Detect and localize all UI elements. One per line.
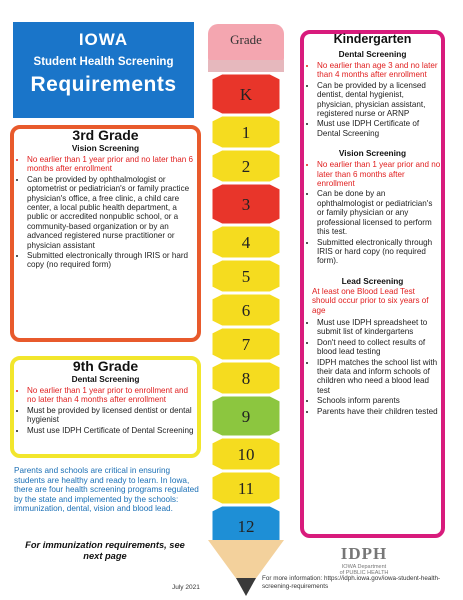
grade-pencil (196, 20, 296, 600)
immunization-note: For immunization requirements, see next page (25, 540, 185, 561)
third-grade-vision-heading: Vision Screening (71, 143, 140, 153)
kindergarten-dental-heading: Dental Screening (338, 49, 407, 59)
ninth-grade-list (14, 386, 197, 435)
list-item: • Must use IDPH Certificate of Dental Screening (317, 119, 441, 138)
idph-logo-line1: IOWA Department (341, 564, 387, 570)
kindergarten-lead-list (304, 318, 441, 416)
third-grade-box (10, 125, 201, 342)
kindergarten-lead-heading: Lead Screening (341, 275, 404, 286)
pencil-level-label: 3 (241, 195, 251, 214)
ninth-grade-heading: 9th Grade (72, 358, 139, 374)
pencil-level-label: 11 (237, 479, 255, 498)
title-banner (13, 22, 194, 118)
pencil-level-label: 2 (241, 157, 251, 176)
list-item: • Must use IDPH Certificate of Dental Screening (27, 426, 197, 435)
list-item: • Can be done by an ophthalmologist or pediatrician's or family physician or any professional licensed to perform this test. (317, 189, 441, 236)
list-item: • Submitted electronically through IRIS or hard copy (no required form). (317, 238, 441, 266)
pencil-level-label: 7 (241, 335, 251, 354)
list-item: • Submitted electronically through IRIS or hard copy (no required form) (27, 251, 197, 270)
list-item: • No earlier than 1 year prior and no later than 6 months after enrollment (27, 155, 197, 174)
list-item: • Can be provided by a licensed dentist, dental hygienist, physician, physician assistant, registered nurse or ARNP (317, 81, 441, 119)
kindergarten-dental-list (304, 61, 441, 138)
pencil-level-label: K (239, 85, 253, 104)
list-item: • Schools inform parents (317, 396, 441, 405)
pencil-level-label: 4 (241, 233, 251, 252)
third-grade-heading: 3rd Grade (72, 127, 139, 143)
pencil-ferrule (208, 60, 284, 72)
kindergarten-heading: Kindergarten (333, 32, 412, 46)
list-item: • Must use IDPH spreadsheet to submit list of kindergartens (317, 318, 441, 337)
kindergarten-vision-list (304, 160, 441, 265)
pencil-level-label: 6 (241, 301, 251, 320)
title-requirements: Requirements (30, 73, 177, 96)
title-subtitle: Student Health Screening (33, 56, 174, 68)
lead-test-note: At least one Blood Lead Test should occur prior to six years of age (312, 286, 429, 315)
list-item: • No earlier than 1 year prior and no later than 6 months after enrollment (317, 160, 441, 188)
idph-logo (334, 544, 394, 576)
parents-text: Parents and schools are critical in ensuring students are healthy and ready to learn. In Iowa, there are four health screening programs regulated by the state and implemented by the schools: immunization, dental, vision and blood lead. (14, 466, 199, 514)
kindergarten-box (300, 30, 445, 538)
third-grade-list (14, 155, 197, 270)
pencil-lead (236, 578, 256, 596)
more-info-link[interactable]: For more information: https://idph.iowa.gov/iowa-student-health-screening-requirements (262, 575, 441, 590)
list-item: • Parents have their children tested (317, 407, 441, 416)
pencil-level-label: 9 (241, 407, 251, 426)
pencil-level-label: 5 (241, 267, 251, 286)
pencil-level-label: 10 (237, 445, 255, 464)
pencil-grade-label: Grade (230, 32, 262, 47)
list-item: • No earlier than 1 year prior to enrollment and no later than 4 months after enrollment (27, 386, 197, 405)
kindergarten-vision-heading: Vision Screening (338, 148, 407, 159)
list-item: • Can be provided by ophthalmologist or optometrist or pediatrician's or family practice physician's office, a free clinic, a child care center, a local public health department, a public or accredited nonpublic school, or a community-based organization or by an advanced registered nurse practitioner or physician assistant (27, 175, 197, 250)
idph-logo-letters: IDPH (340, 544, 388, 563)
title-state: IOWA (78, 30, 129, 49)
idph-logo-line2: of PUBLIC HEALTH (339, 570, 389, 576)
pencil-level-label: 8 (241, 369, 251, 388)
pencil-level-label: 12 (237, 517, 255, 536)
date-label: July 2021 (172, 584, 200, 591)
pencil-level-label: 1 (241, 123, 251, 142)
ninth-grade-dental-heading: Dental Screening (71, 374, 140, 384)
list-item: • No earlier than age 3 and no later than 4 months after enrollment (317, 61, 441, 80)
list-item: • Must be provided by licensed dentist or dental hygienist (27, 406, 197, 425)
ninth-grade-box (10, 356, 201, 458)
list-item: • IDPH matches the school list with their data and inform schools of children who need a blood lead test (317, 358, 441, 396)
list-item: • Don't need to collect results of blood lead testing (317, 338, 441, 357)
